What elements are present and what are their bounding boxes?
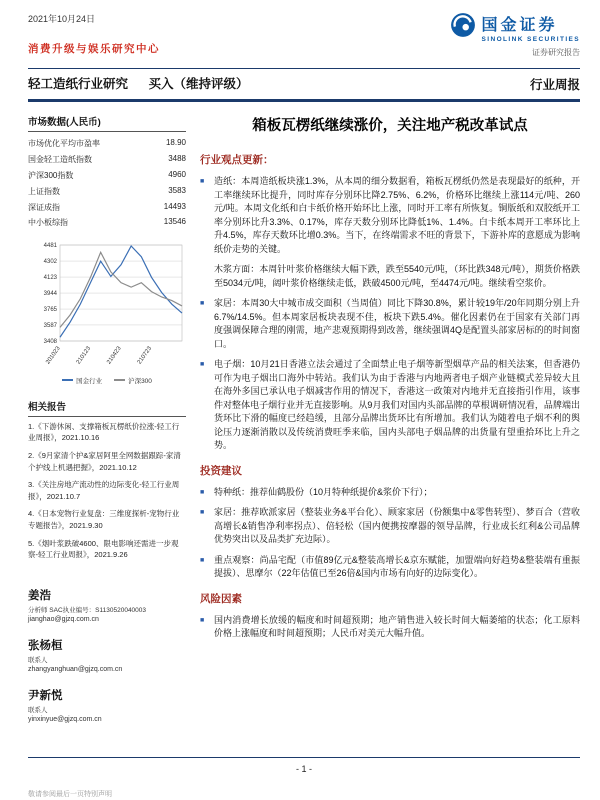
section-heading-investment: 投资建议 (200, 464, 242, 477)
market-metric-label: 中小板综指 (28, 218, 68, 228)
brand-text (482, 12, 580, 43)
bullet-square-icon (200, 297, 214, 351)
analyst-name: 张杨桓 (28, 639, 63, 652)
paper-update-text: 造纸：本周造纸板块涨1.3%，从本周的细分数据看，箱板瓦楞纸仍然是表现最好的纸种，开工率继续环比提升，同时库存分别环比降2.75%、6.2%，价格环比继续上涨114元/吨、260元/吨。本周文化纸和白卡纸价格开始环比上涨，同时开工率有所恢复。铜版纸和双胶纸开工率分别环比升3.3%、0.17%，库存天数分别环比降低1%、1.4%。白卡纸本周开工率环比上升4.5%，库存天数环比增0.3%。当下，在终端需求不旺的背景下，下游补库的意愿成为影响纸价走势的关键。 (214, 176, 580, 254)
footer-disclaimer: 敬请参阅最后一页特别声明 (28, 791, 112, 798)
content-columns (28, 114, 580, 737)
report-item-date: ， 2021.10.16 (54, 433, 99, 442)
main-column (200, 114, 580, 737)
market-data-heading: 市场数据(人民币) (28, 114, 186, 132)
svg-text:3944: 3944 (43, 290, 57, 297)
legend-item: 沪深300 (114, 376, 152, 385)
analyst-role: 联系人 (28, 656, 48, 664)
report-title-bar (28, 68, 580, 102)
research-center-name: 消费升级与娱乐研究中心 (28, 43, 160, 55)
line-chart-canvas (28, 239, 186, 369)
market-data-row (28, 168, 186, 184)
bullet-square-icon (200, 614, 214, 641)
market-metric-value: 3488 (168, 154, 186, 164)
bullet-risks (200, 614, 580, 641)
market-metric-label: 国金轻工造纸指数 (28, 155, 92, 165)
svg-text:3408: 3408 (43, 338, 57, 345)
market-data-row (28, 215, 186, 231)
chart-legend (28, 376, 186, 385)
brand-block (450, 12, 580, 58)
bullet-square-icon (200, 486, 214, 500)
market-data-row (28, 136, 186, 152)
investment-home-text: 家居：推荐欧派家居（整装业务&平台化）、顾家家居（份额集中&零售转型）、梦百合（营收高增长&销售净利率拐点）、倍轻松（国内便携按摩器的领导品牌，行业成长红利&公司品牌优势突出以及品类扩充边际）。 (214, 507, 580, 545)
report-item-title: 4.《日本宠物行业复盘：三维度探析-宠物行业专题报告》 (28, 509, 180, 531)
report-type-tagline: 证券研究报告 (532, 48, 580, 57)
analyst-card (28, 587, 186, 623)
report-item-date: ， 2021.9.26 (87, 550, 128, 559)
report-item-date: ， 2021.9.30 (62, 521, 103, 530)
svg-text:3587: 3587 (43, 322, 57, 329)
analyst-role: 联系人 (28, 706, 48, 714)
related-reports-section (28, 399, 186, 561)
market-metric-value: 13546 (163, 217, 186, 227)
svg-text:210723: 210723 (136, 345, 154, 366)
svg-text:210423: 210423 (106, 345, 123, 366)
bullet-special-paper (200, 486, 580, 500)
market-metric-value: 14493 (163, 201, 186, 211)
bullet-square-icon (200, 175, 214, 256)
analyst-name: 姜浩 (28, 589, 51, 602)
bullet-ecig (200, 358, 580, 453)
bullet-square-icon (200, 554, 214, 581)
bullet-investment-home (200, 506, 580, 547)
risks-text: 国内消费增长放缓的幅度和时间超预期；地产销售进入较长时间大幅萎缩的状态；化工原料价格上涨幅度和时间超预期；人民币对美元大幅升值。 (214, 614, 580, 639)
sidebar (28, 114, 186, 737)
analysts-section (28, 587, 186, 723)
brand-row (450, 12, 580, 43)
bullet-watchlist (200, 554, 580, 581)
market-metric-value: 18.90 (165, 138, 186, 148)
svg-text:4123: 4123 (43, 274, 57, 281)
related-report-item (28, 421, 186, 444)
svg-text:3765: 3765 (43, 306, 57, 313)
page-number: - 1 - (295, 764, 312, 774)
section-heading-industry-update: 行业观点更新： (200, 154, 274, 167)
related-report-item (28, 508, 186, 531)
svg-text:4481: 4481 (43, 242, 57, 249)
rating-badge: 买入（维持评级） (148, 77, 249, 91)
article-title: 箱板瓦楞纸继续涨价，关注地产税改革试点 (252, 118, 528, 134)
related-report-item (28, 450, 186, 473)
bullet-paper (200, 175, 580, 256)
report-item-title: 2.《9月家清个护&家居阿里全网数据跟踪-家清个护线上机遇把握》 (28, 450, 181, 472)
industry-research-title: 轻工造纸行业研究 (28, 77, 129, 91)
market-metric-label: 市场优化平均市盈率 (28, 139, 100, 149)
report-item-title: 1.《下游休闲、支撑箱板瓦楞纸价拉涨-轻工行业周报》 (28, 421, 180, 443)
page-header (28, 12, 580, 58)
svg-text:210123: 210123 (75, 345, 93, 366)
sinolink-logo-icon (450, 12, 476, 43)
report-item-date: ， 2021.10.7 (39, 492, 80, 501)
market-data-row (28, 199, 186, 215)
ecig-update-text: 电子烟：10月21日香港立法会通过了全面禁止电子烟等新型烟草产品的相关法案，但香港仍可作为电子烟出口海外中转站。我们认为由于香港与内地两者电子烟产业链模式差异较大且在海外多国已承认电子烟减害作用的情况下，香港这一政策对内地并无直接指引作用，该事件对整体电子烟行业并无直接影响。从9月我们对国内头部品牌的草根调研情况看，品牌端出货环比下滑的幅度已经趋缓，且部分品牌出货环比有所增加。我们认为随着电子烟不利的舆论压力逐渐消散以及传统消费旺季来临，国内头部电子烟品牌的出货量有望重拾环比上升之势。 (214, 359, 580, 451)
report-bar-left (28, 74, 248, 93)
brand-name-cn: 国金证券 (481, 17, 558, 34)
investment-watch-text: 重点观察：尚品宅配（市值89亿元&整装高增长&京东赋能，加盟端向好趋势&整装端有重振提拔）、思摩尔（22年估值已至26倍&国内市场有向好的边际变化）。 (214, 554, 580, 579)
analyst-email: zhangyanghuan@gjzq.com.cn (28, 665, 123, 673)
market-data-section (28, 114, 186, 231)
market-metric-label: 上证指数 (28, 186, 60, 196)
market-data-row (28, 183, 186, 199)
section-heading-risks: 风险因素 (200, 592, 242, 605)
legend-item: 国金行业 (62, 376, 102, 385)
investment-special-paper-text: 特种纸：推荐仙鹤股份（10月特种纸提价&浆价下行）； (214, 486, 433, 497)
svg-text:201023: 201023 (45, 345, 62, 366)
header-left (28, 12, 160, 56)
analyst-email: jianghao@gjzq.com.cn (28, 615, 99, 623)
related-report-item (28, 479, 186, 502)
market-metric-value: 3583 (168, 185, 186, 195)
home-update-text: 家居：本周30大中城市成交面积（当周值）同比下降30.8%，累计较19年/20年同期分别上升6.7%/14.5%。但本周家居板块表现不佳，板块下跌5.4%。催化因素仍在于国家有关部门再度强调保障合理的刚需，地产悲观预期得到改善，继续强调4Q是配置头部家居标的的时间窗口。 (214, 298, 580, 349)
analyst-role: 分析师 SAC执业编号：S1130520040003 (28, 606, 147, 614)
analyst-name: 尹新悦 (28, 689, 63, 702)
report-item-title: 3.《关注房地产流动性的边际变化-轻工行业周报》 (28, 480, 180, 501)
bullet-square-icon (200, 506, 214, 547)
pulp-update-text: 木浆方面：本周针叶浆价格继续大幅下跌，跌至5540元/吨，（环比跌348元/吨），期货价格跌至5034元/吨，阔叶浆价格继续走低，跌破4500元/吨，至4474元/吨。继续看空浆价。 (214, 264, 580, 288)
report-item-date: ， 2021.10.12 (92, 463, 137, 472)
market-metric-label: 沪深300指数 (28, 170, 74, 180)
analyst-email: yinxinyue@gjzq.com.cn (28, 715, 102, 723)
bullet-home (200, 297, 580, 351)
related-report-item (28, 538, 186, 561)
report-category-label: 行业周报 (529, 77, 580, 92)
analyst-card (28, 637, 186, 673)
report-date: 2021年10月24日 (28, 14, 96, 24)
brand-name-en: SINOLINK SECURITIES (481, 36, 580, 43)
market-metric-label: 深证成指 (28, 202, 60, 212)
market-metric-value: 4960 (168, 169, 186, 179)
market-data-row (28, 152, 186, 168)
report-item-title: 5.《烟叶浆跌破4600、限电影响还需进一步观察-轻工行业周报》 (28, 538, 179, 560)
svg-text:4302: 4302 (43, 258, 57, 265)
page-footer (28, 757, 580, 774)
bullet-square-icon (200, 358, 214, 453)
index-performance-chart (28, 239, 186, 385)
related-reports-heading: 相关报告 (28, 399, 186, 417)
analyst-card (28, 687, 186, 723)
